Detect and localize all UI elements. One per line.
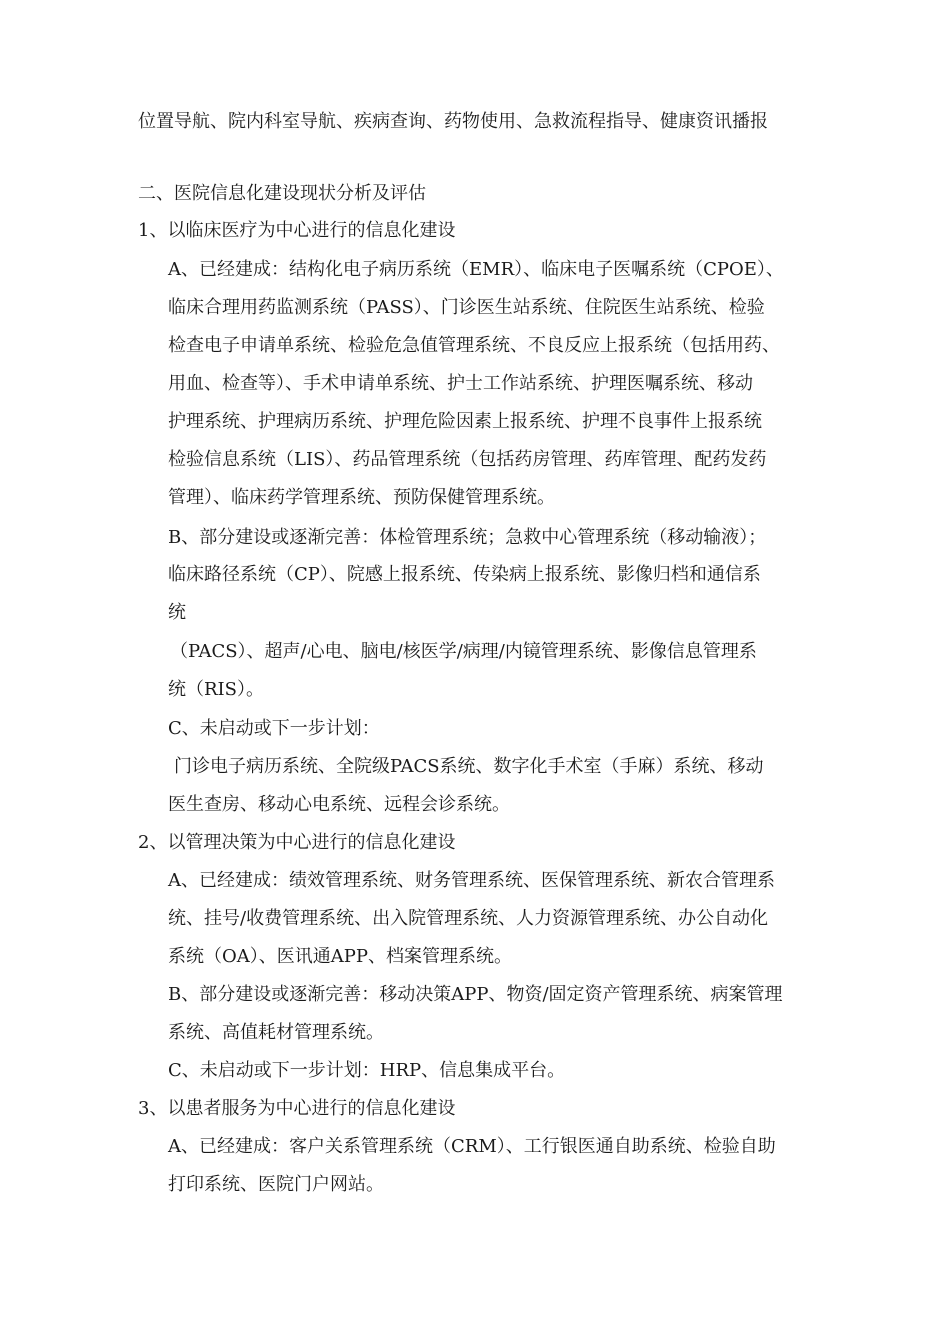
part2-b-line: B、部分建设或逐渐完善：移动决策APP、物资/固定资产管理系统、病案管理 <box>168 984 783 1005</box>
part1-b-line: 统（RIS）。 <box>168 679 264 700</box>
part2-b-line: 系统、高值耗材管理系统。 <box>168 1022 384 1043</box>
section-title: 二、医院信息化建设现状分析及评估 <box>138 183 426 204</box>
part1-b-line: B、部分建设或逐渐完善：体检管理系统；急救中心管理系统（移动输液）； <box>168 527 767 548</box>
part1-c-line: 医生查房、移动心电系统、远程会诊系统。 <box>168 794 510 815</box>
part1-c-line: 门诊电子病历系统、全院级PACS系统、数字化手术室（手麻）系统、移动 <box>174 756 764 777</box>
part1-a-line: 护理系统、护理病历系统、护理危险因素上报系统、护理不良事件上报系统 <box>168 411 762 432</box>
part1-heading: 1、以临床医疗为中心进行的信息化建设 <box>138 220 456 241</box>
part2-a-line: 系统（OA）、医讯通APP、档案管理系统。 <box>168 946 512 967</box>
part1-b-line: 临床路径系统（CP）、院感上报系统、传染病上报系统、影像归档和通信系 <box>168 564 761 585</box>
part1-b-line: （PACS）、超声/心电、脑电/核医学/病理/内镜管理系统、影像信息管理系 <box>170 641 757 662</box>
part1-b-line: 统 <box>168 602 186 623</box>
part1-a-line: 检查电子申请单系统、检验危急值管理系统、不良反应上报系统（包括用药、 <box>168 335 780 356</box>
part1-c-label: C、未启动或下一步计划： <box>168 718 380 739</box>
intro-line: 位置导航、院内科室导航、疾病查询、药物使用、急救流程指导、健康资讯播报 <box>138 111 768 132</box>
part2-a-line: 统、挂号/收费管理系统、出入院管理系统、人力资源管理系统、办公自动化 <box>168 908 769 929</box>
part3-a-line: A、已经建成：客户关系管理系统（CRM）、工行银医通自助系统、检验自助 <box>168 1136 776 1157</box>
part1-a-line: 用血、检查等）、手术申请单系统、护士工作站系统、护理医嘱系统、移动 <box>168 373 753 394</box>
part3-heading: 3、以患者服务为中心进行的信息化建设 <box>138 1098 456 1119</box>
part3-a-line: 打印系统、医院门户网站。 <box>168 1174 384 1195</box>
part1-a-line: A、已经建成：结构化电子病历系统（EMR）、临床电子医嘱系统（CPOE）、 <box>168 259 784 280</box>
part1-a-line: 检验信息系统（LIS）、药品管理系统（包括药房管理、药库管理、配药发药 <box>168 449 767 470</box>
part2-c-line: C、未启动或下一步计划：HRP、信息集成平台。 <box>168 1060 566 1081</box>
part1-a-line: 管理）、临床药学管理系统、预防保健管理系统。 <box>168 487 555 508</box>
part2-heading: 2、以管理决策为中心进行的信息化建设 <box>138 832 456 853</box>
part1-a-line: 临床合理用药监测系统（PASS）、门诊医生站系统、住院医生站系统、检验 <box>168 297 765 318</box>
part2-a-line: A、已经建成：绩效管理系统、财务管理系统、医保管理系统、新农合管理系 <box>168 870 775 891</box>
